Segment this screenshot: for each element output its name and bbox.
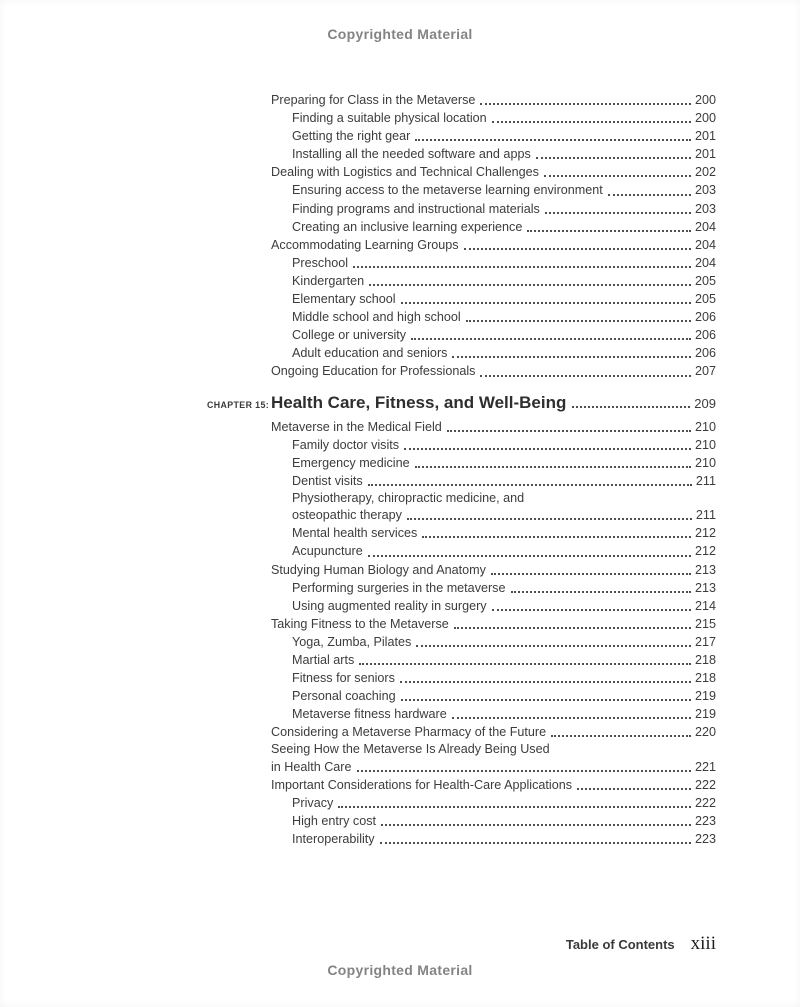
toc-entry-label: College or university [292,328,407,343]
dot-leader [368,484,692,486]
toc-entry-label: Important Considerations for Health-Care Applications [271,777,573,792]
toc-entry-row [271,290,716,308]
toc-entry-label: Metaverse fitness hardware [292,707,447,722]
toc-entry-row [271,454,716,472]
toc-entry-label: Installing all the needed software and apps [292,147,531,162]
toc-entry-page-number: 213 [694,580,716,595]
toc-entry-page-number: 210 [694,419,716,434]
dot-leader [572,406,690,408]
toc-entry-page-number: 200 [694,111,716,126]
toc-entry-row [271,561,716,579]
toc-entry-label: Seeing How the Metaverse Is Already Being Used [271,742,550,757]
toc-entry-label: Taking Fitness to the Metaverse [271,616,449,631]
dot-leader [536,157,691,159]
table-of-contents [207,91,716,848]
dot-leader [447,430,691,432]
toc-entry-label: Adult education and seniors [292,346,448,361]
toc-entry-label: Mental health services [292,526,418,541]
toc-entry-page-number: 204 [694,255,716,270]
toc-entry-label: Finding a suitable physical location [292,111,487,126]
toc-entry-row [271,597,716,615]
toc-entry-page-number: 200 [694,93,716,107]
dot-leader [357,770,691,772]
dot-leader [480,375,691,377]
footer-section-label: Table of Contents [565,937,675,952]
toc-entry-label: Family doctor visits [292,437,400,452]
dot-leader [454,627,691,629]
toc-entry-row [271,344,716,362]
toc-entry-label: Acupuncture [292,544,363,559]
toc-entry-row [271,145,716,163]
toc-entry-page-number: 217 [694,634,716,649]
toc-entry-page-number: 201 [694,147,716,162]
toc-entry-row [271,776,716,794]
toc-entry-label: Metaverse in the Medical Field [271,419,442,434]
dot-leader [411,338,691,340]
toc-entry-page-number: 213 [694,562,716,577]
dot-leader [353,266,691,268]
toc-entry-row [271,472,716,490]
toc-section-after-chapter [271,418,716,849]
dot-leader [545,212,691,214]
toc-entry-page-number: 222 [694,777,716,792]
dot-leader [422,536,691,538]
toc-entry-label: Accommodating Learning Groups [271,237,459,252]
toc-entry-page-number: 212 [694,526,716,541]
chapter-number-label: CHAPTER 15: [207,399,270,410]
dot-leader [400,681,691,683]
toc-entry-page-number: 223 [694,814,716,829]
toc-entry-row [271,669,716,687]
dot-leader [608,194,691,196]
dot-leader [380,842,691,844]
toc-entry-row [271,272,716,290]
toc-entry-row [271,418,716,436]
toc-entry-page-number: 211 [695,508,716,523]
toc-entry-row [271,615,716,633]
toc-entry-row [271,633,716,651]
dot-leader [401,302,691,304]
dot-leader [415,139,691,141]
toc-entry-row [271,794,716,812]
copyright-notice-top: Copyrighted Material [327,26,473,42]
toc-entry-label: Fitness for seniors [292,671,395,686]
dot-leader [511,591,691,593]
dot-leader [551,735,691,737]
toc-entry-row [271,758,716,776]
toc-entry-page-number: 215 [694,616,716,631]
toc-entry-page-number: 204 [694,237,716,252]
dot-leader [407,518,692,520]
dot-leader [464,248,691,250]
toc-entry-row [271,506,716,524]
toc-entry-label: Creating an inclusive learning experience [292,219,523,234]
toc-entry-row [271,109,716,127]
dot-leader [480,103,691,105]
toc-entry-page-number: 219 [694,707,716,722]
toc-entry-label: Ensuring access to the metaverse learning environment [292,183,603,198]
toc-entry-page-number: 206 [694,346,716,361]
toc-entry-page-number: 222 [694,796,716,811]
dot-leader [415,466,691,468]
toc-entry-label: Preschool [292,255,349,270]
toc-entry-row [271,127,716,145]
toc-entry-row [271,308,716,326]
dot-leader [577,788,691,790]
toc-entry-label: Privacy [292,796,334,811]
toc-entry-page-number: 218 [694,653,716,668]
chapter-page-number: 209 [694,395,716,411]
toc-entry-page-number: 219 [694,689,716,704]
toc-entry-page-number: 204 [694,219,716,234]
toc-entry-page-number: 218 [694,671,716,686]
dot-leader [492,609,691,611]
toc-entry-label: Dentist visits [292,473,363,488]
toc-entry-page-number: 210 [694,437,716,452]
toc-entry-row [271,181,716,199]
toc-entry-row [271,651,716,669]
dot-leader [452,356,691,358]
toc-entry-row [271,705,716,723]
toc-entry-label: Emergency medicine [292,455,410,470]
toc-entry-page-number: 220 [694,725,716,740]
dot-leader [381,824,691,826]
toc-entry-label: osteopathic therapy [292,508,402,523]
toc-entry-label: Getting the right gear [292,129,411,144]
footer-page-number: xiii [690,933,716,954]
toc-entry-page-number: 202 [694,165,716,180]
toc-entry-label: High entry cost [292,814,376,829]
toc-entry-row [271,812,716,830]
toc-entry-page-number: 207 [694,364,716,379]
toc-entry-row [271,579,716,597]
toc-entry-page-number: 210 [694,455,716,470]
toc-entry-label: Using augmented reality in surgery [292,598,487,613]
toc-entry-label: Martial arts [292,653,355,668]
dot-leader [416,645,691,647]
toc-entry-page-number: 203 [694,183,716,198]
toc-entry-row [271,218,716,236]
toc-entry-label: Physiotherapy, chiropractic medicine, and [292,490,525,505]
toc-entry-page-number: 214 [694,598,716,613]
dot-leader [491,573,691,575]
toc-entry-label: Studying Human Biology and Anatomy [271,562,486,577]
toc-entry-page-number: 203 [694,201,716,216]
dot-leader [466,320,691,322]
toc-entry-row [271,542,716,560]
dot-leader [544,175,691,177]
toc-entry-label: Considering a Metaverse Pharmacy of the Future [271,725,547,740]
toc-entry-row [271,362,716,380]
toc-entry-row [271,490,716,506]
toc-entry-label: Middle school and high school [292,310,461,325]
toc-entry-page-number: 223 [694,832,716,847]
toc-entry-row [271,723,716,741]
toc-entry-label: Preparing for Class in the Metaverse [271,93,476,107]
dot-leader [492,121,691,123]
toc-entry-row [271,830,716,848]
toc-entry-label: Elementary school [292,292,396,307]
copyright-notice-bottom: Copyrighted Material [327,962,473,978]
toc-entry-page-number: 206 [694,328,716,343]
chapter-title: Health Care, Fitness, and Well-Being [271,392,567,412]
toc-section-before-chapter [271,91,716,381]
toc-entry-page-number: 201 [694,129,716,144]
dot-leader [368,555,691,557]
dot-leader [338,806,691,808]
toc-entry-label: Personal coaching [292,689,396,704]
toc-entry-label: Finding programs and instructional materials [292,201,540,216]
toc-entry-page-number: 205 [694,273,716,288]
toc-entry-row [271,236,716,254]
toc-entry-row [271,163,716,181]
toc-entry-row [271,200,716,218]
toc-entry-label: Yoga, Zumba, Pilates [292,634,412,649]
toc-entry-label: in Health Care [271,759,352,774]
toc-entry-label: Kindergarten [292,273,365,288]
chapter-heading-row [207,392,716,413]
toc-entry-row [271,436,716,454]
toc-entry-page-number: 221 [694,759,716,774]
toc-entry-row [271,326,716,344]
dot-leader [359,663,691,665]
page-footer [566,933,716,955]
dot-leader [369,284,691,286]
toc-entry-page-number: 211 [695,473,716,488]
dot-leader [452,717,691,719]
dot-leader [401,699,691,701]
dot-leader [404,448,691,450]
toc-entry-label: Performing surgeries in the metaverse [292,580,506,595]
toc-entry-label: Ongoing Education for Professionals [271,364,476,379]
toc-entry-page-number: 212 [694,544,716,559]
toc-entry-row [271,687,716,705]
dot-leader [527,230,691,232]
toc-entry-label: Dealing with Logistics and Technical Challenges [271,165,539,180]
toc-entry-row [271,254,716,272]
toc-entry-row [271,524,716,542]
toc-entry-page-number: 206 [694,310,716,325]
toc-entry-label: Interoperability [292,832,375,847]
toc-entry-page-number: 205 [694,292,716,307]
toc-entry-row [271,91,716,109]
toc-entry-row [271,741,716,757]
